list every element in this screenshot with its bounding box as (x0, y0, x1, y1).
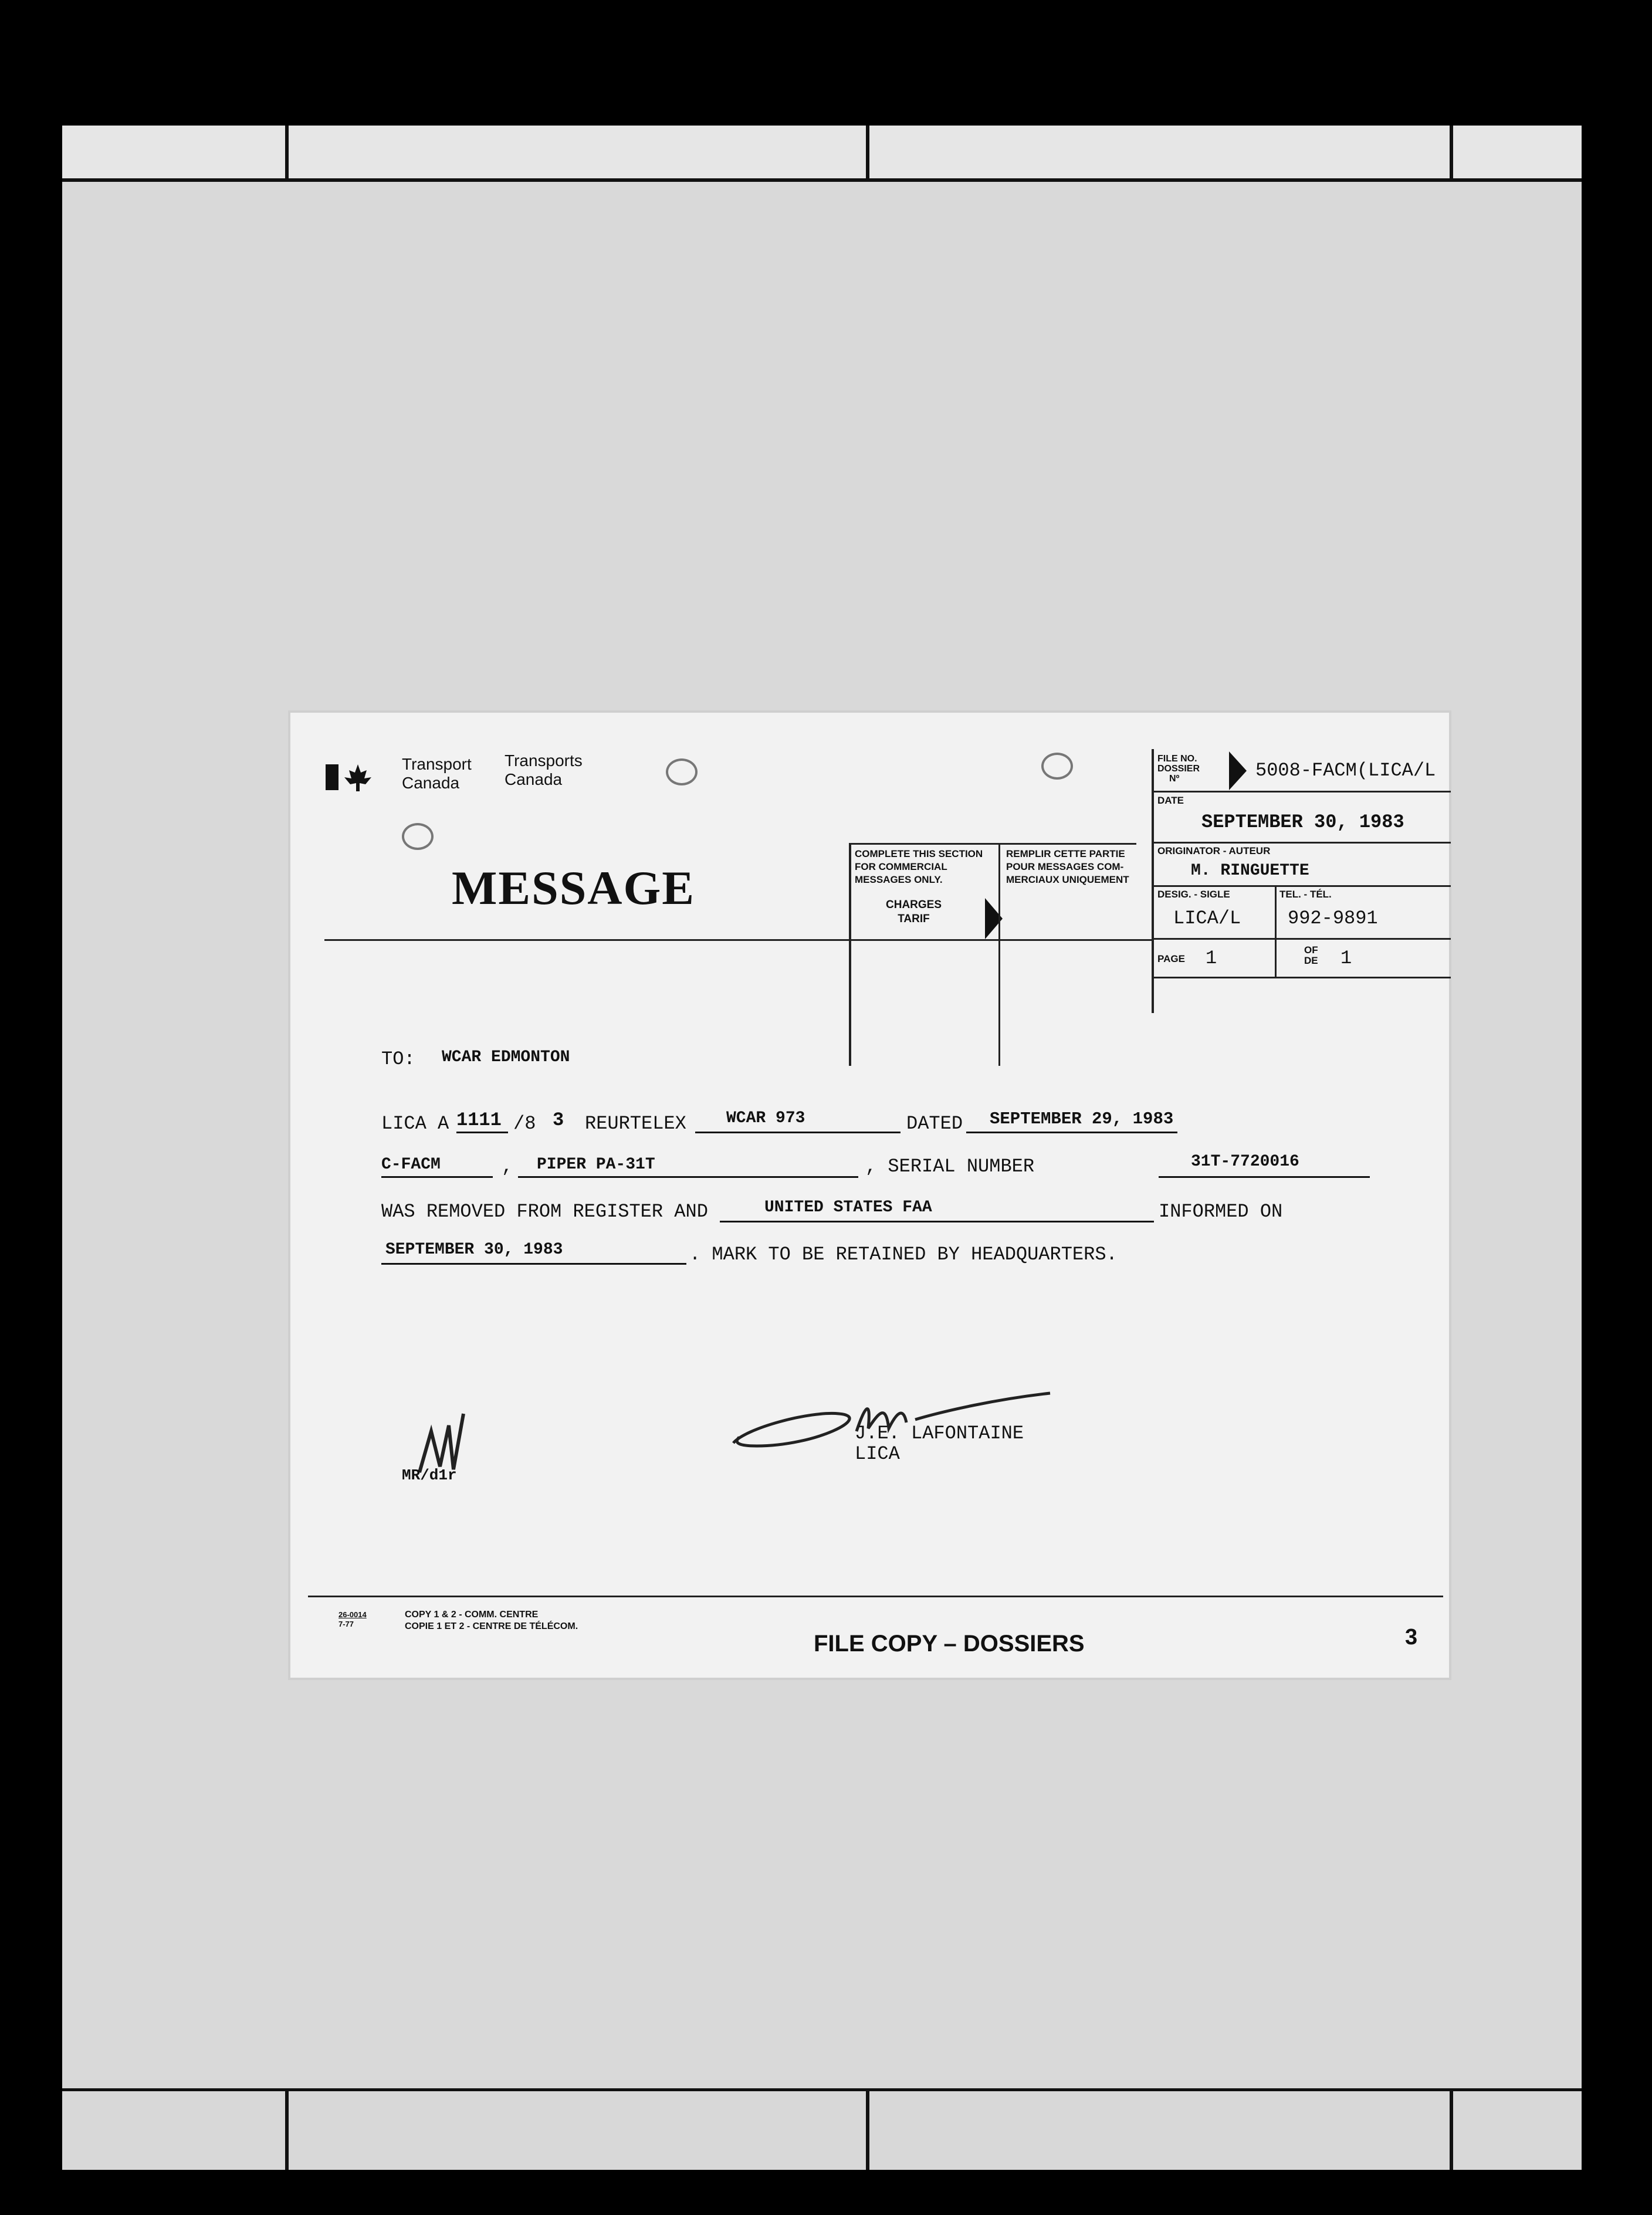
frame-bottom-bar (62, 2088, 1582, 2170)
informed-agency: UNITED STATES FAA (764, 1198, 932, 1217)
informed-date: SEPTEMBER 30, 1983 (385, 1241, 563, 1259)
frame-divider (285, 126, 289, 178)
punch-hole (402, 823, 434, 850)
dated-label: DATED (906, 1113, 963, 1134)
frame-divider (866, 2091, 869, 2170)
file-no-label: FILE NO. (1157, 754, 1197, 764)
commercial-fr-1: REMPLIR CETTE PARTIE (1006, 848, 1125, 859)
signatory-title: LICA (855, 1443, 900, 1465)
signatory-name: J.E. LAFONTAINE (855, 1423, 1024, 1444)
commercial-en-1: COMPLETE THIS SECTION (855, 848, 983, 859)
of-label: OF (1304, 944, 1318, 956)
typist-initials: MR/d1r (402, 1466, 457, 1484)
form-title: MESSAGE (452, 861, 695, 915)
form-date: 7-77 (338, 1620, 354, 1628)
punch-hole (666, 758, 698, 785)
originator-label: ORIGINATOR - AUTEUR (1157, 845, 1271, 856)
commercial-fr-2: POUR MESSAGES COM- (1006, 861, 1124, 872)
frame-divider (285, 2091, 289, 2170)
originator-value: M. RINGUETTE (1191, 862, 1309, 880)
copy-distribution-fr: COPIE 1 ET 2 - CENTRE DE TÉLÉCOM. (405, 1621, 578, 1631)
lica-prefix: LICA A (381, 1113, 449, 1134)
numero-label: Nº (1169, 774, 1180, 784)
agency-en-line1: Transport (402, 755, 472, 773)
agency-fr-line2: Canada (505, 770, 563, 788)
page-value: 1 (1206, 947, 1217, 969)
serial-number-value: 31T-7720016 (1191, 1153, 1299, 1171)
removed-text: WAS REMOVED FROM REGISTER AND (381, 1201, 708, 1222)
file-no-arrow-icon (1229, 751, 1247, 790)
canada-flag-icon (326, 760, 378, 795)
informed-on-label: INFORMED ON (1159, 1201, 1283, 1222)
to-label: TO: (381, 1048, 415, 1070)
telex-value: WCAR 973 (726, 1109, 805, 1127)
frame-divider (866, 126, 869, 178)
serial-number-label: , SERIAL NUMBER (865, 1156, 1035, 1177)
reurtelex-label: REURTELEX (585, 1113, 686, 1134)
tarif-label: TARIF (898, 913, 930, 925)
retention-text: . MARK TO BE RETAINED BY HEADQUARTERS. (689, 1244, 1118, 1265)
charges-label: CHARGES (886, 899, 942, 911)
aircraft-registration: C-FACM (381, 1156, 441, 1174)
lica-number: 1111 (456, 1109, 502, 1131)
of-value: 1 (1340, 947, 1352, 969)
desig-label: DESIG. - SIGLE (1157, 889, 1230, 900)
form-number: 26-0014 (338, 1610, 367, 1619)
commercial-fr-3: MERCIAUX UNIQUEMENT (1006, 874, 1129, 885)
date-value: SEPTEMBER 30, 1983 (1201, 811, 1404, 833)
to-value: WCAR EDMONTON (442, 1048, 570, 1066)
agency-en-line2: Canada (402, 774, 460, 792)
file-copy-label: FILE COPY – DOSSIERS (814, 1631, 1085, 1657)
punch-hole (1041, 753, 1073, 780)
aircraft-type: PIPER PA-31T (537, 1156, 655, 1174)
frame-top-bar (62, 126, 1582, 182)
message-form (290, 713, 1449, 1678)
lica-slash: /8 (513, 1113, 536, 1134)
agency-fr-line1: Transports (505, 751, 583, 770)
frame-divider (1450, 126, 1453, 178)
frame-divider (1450, 2091, 1453, 2170)
tel-value: 992-9891 (1288, 907, 1378, 929)
dossier-label: DOSSIER (1157, 764, 1200, 774)
commercial-en-2: FOR COMMERCIAL (855, 861, 947, 872)
file-no-value: 5008-FACM(LICA/L (1255, 760, 1436, 781)
commercial-en-3: MESSAGES ONLY. (855, 874, 943, 885)
lica-year: 3 (553, 1109, 564, 1131)
date-label: DATE (1157, 795, 1184, 806)
de-label: DE (1304, 955, 1318, 966)
comma-separator: , (502, 1156, 513, 1177)
copy-distribution-en: COPY 1 & 2 - COMM. CENTRE (405, 1610, 539, 1620)
page-mark: 3 (1405, 1625, 1418, 1650)
desig-value: LICA/L (1173, 907, 1241, 929)
page-label: PAGE (1157, 953, 1185, 964)
tel-label: TEL. - TÉL. (1279, 889, 1332, 900)
dated-value: SEPTEMBER 29, 1983 (990, 1109, 1174, 1129)
